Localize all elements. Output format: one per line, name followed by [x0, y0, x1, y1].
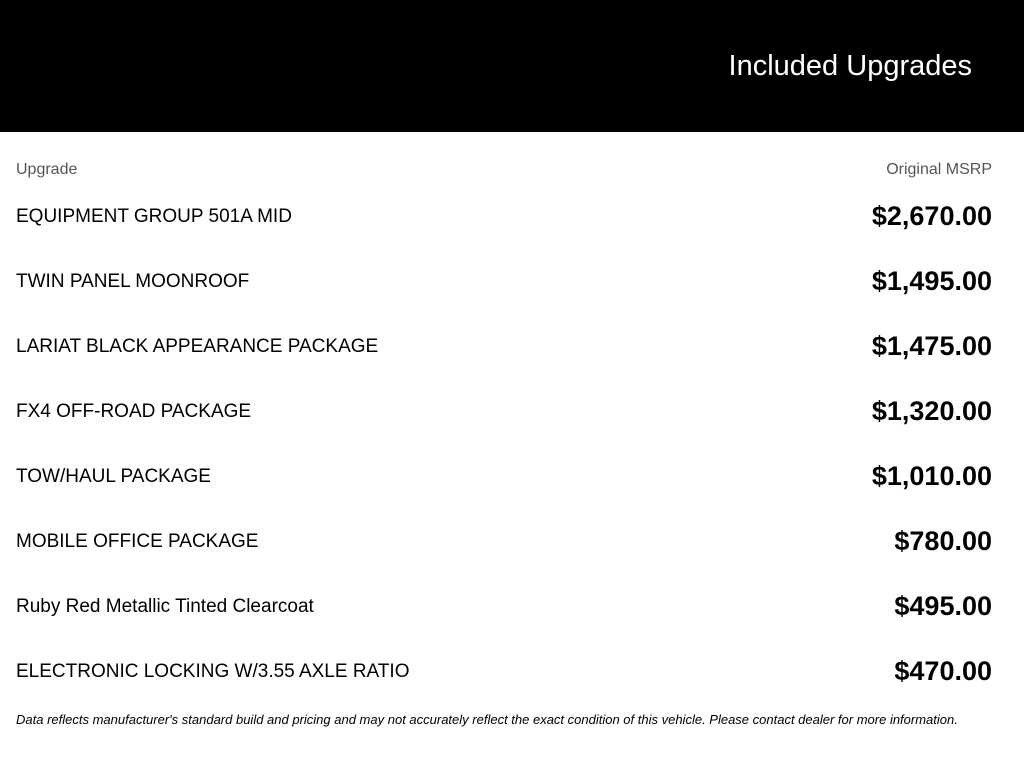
upgrade-rows: [16, 184, 992, 704]
table-row: [16, 249, 992, 314]
upgrade-name: Ruby Red Metallic Tinted Clearcoat: [16, 595, 314, 617]
upgrade-price: $1,475.00: [871, 330, 992, 361]
upgrade-name: EQUIPMENT GROUP 501A MID: [16, 205, 292, 227]
table-row: [16, 379, 992, 444]
upgrade-price: $1,010.00: [871, 460, 992, 491]
table-row: [16, 444, 992, 509]
upgrade-price: $780.00: [894, 525, 992, 556]
table-column-headers: [16, 158, 992, 182]
table-row: [16, 314, 992, 379]
table-row: [16, 639, 992, 704]
upgrade-name: FX4 OFF-ROAD PACKAGE: [16, 400, 252, 422]
upgrade-price: $495.00: [894, 590, 992, 621]
table-row: [16, 184, 992, 249]
upgrade-name: ELECTRONIC LOCKING W/3.55 AXLE RATIO: [16, 660, 410, 682]
disclaimer-text: Data reflects manufacturer's standard build and pricing and may not accurately reflect the exact condition of this vehicle. Please contact dealer for more information.: [16, 712, 958, 727]
upgrades-table: [16, 158, 992, 704]
upgrade-name: MOBILE OFFICE PACKAGE: [16, 530, 259, 552]
upgrade-name: TOW/HAUL PACKAGE: [16, 465, 211, 487]
header-banner: [0, 0, 1024, 132]
upgrade-price: $470.00: [894, 655, 992, 686]
column-header-msrp: Original MSRP: [886, 161, 992, 178]
upgrade-price: $1,495.00: [871, 265, 992, 296]
table-row: [16, 509, 992, 574]
table-row: [16, 574, 992, 639]
upgrade-name: TWIN PANEL MOONROOF: [16, 270, 250, 292]
column-header-upgrade: Upgrade: [16, 161, 78, 178]
page-title: Included Upgrades: [728, 50, 972, 82]
upgrade-price: $1,320.00: [871, 395, 992, 426]
upgrade-price: $2,670.00: [871, 200, 992, 231]
upgrade-name: LARIAT BLACK APPEARANCE PACKAGE: [16, 335, 379, 357]
